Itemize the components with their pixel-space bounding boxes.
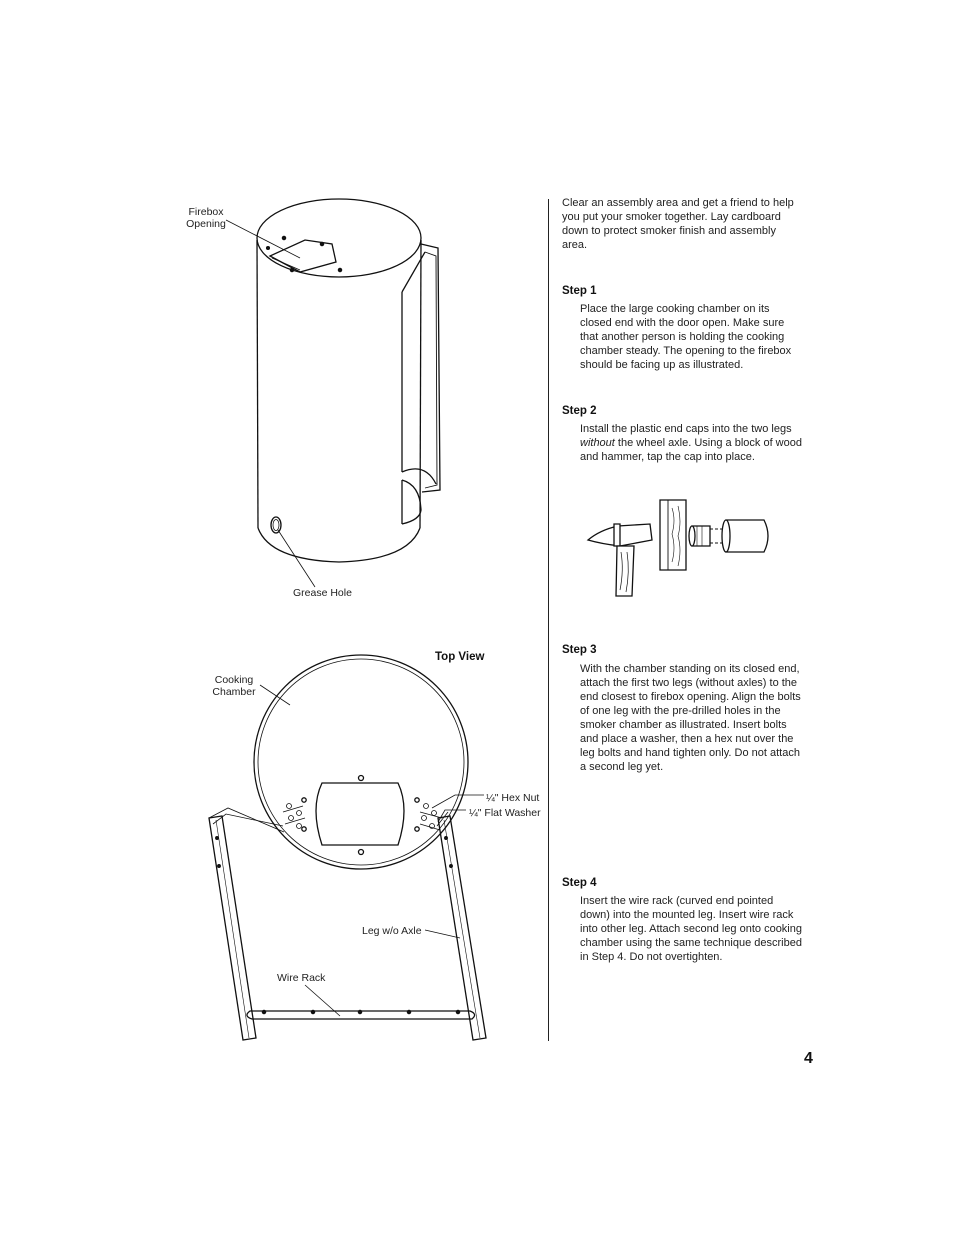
hex-nut-label: ¼" Hex Nut — [486, 792, 540, 804]
step-2-title: Step 2 — [562, 405, 597, 417]
step-3-text: With the chamber standing on its closed end, attach the first two legs (without axles) to the end closest to firebox opening. Align the bolts of one leg with the pre-drilled holes in the smoker chamber as illustrated. Insert bolts and place a washer, then a hex nut over the leg bolts and hand tighten only. Do not attach a second leg yet. — [580, 663, 801, 773]
step-1-text: Place the large cooking chamber on its closed end with the door open. Make sure that another person is holding the cooking chamber steady. The opening to the firebox should be facing up as illustrated. — [580, 303, 792, 371]
step-2-text-italic: without — [580, 437, 615, 449]
step-4-text: Insert the wire rack (curved end pointed down) into the mounted leg. Insert wire rack into other leg. Attach second leg onto cooking chamber using the same technique described in Step 4. Do not overtighten. — [580, 895, 802, 963]
flat-washer-label: ¼" Flat Washer — [469, 807, 541, 819]
step-1-title: Step 1 — [562, 285, 597, 297]
page-number: 4 — [804, 1050, 813, 1067]
step-3-title: Step 3 — [562, 644, 597, 656]
cooking-chamber-label-line2: Chamber — [212, 686, 256, 698]
top-view-heading: Top View — [435, 651, 485, 663]
leg-wo-axle-label: Leg w/o Axle — [362, 925, 422, 937]
step-2-text-before: Install the plastic end caps into the two legs — [580, 423, 792, 435]
firebox-label-line1: Firebox — [188, 206, 224, 218]
firebox-label-line2: Opening — [186, 218, 226, 230]
intro-paragraph: Clear an assembly area and get a friend to help you put your smoker together. Lay cardboard down to protect smoker finish and assembly area. — [562, 197, 794, 251]
grease-hole-label: Grease Hole — [293, 587, 352, 599]
step-2-text-after: the wheel axle. Using a block of wood and hammer, tap the cap into place. — [580, 437, 802, 463]
cooking-chamber-label-line1: Cooking — [214, 674, 254, 686]
step-4-title: Step 4 — [562, 877, 597, 889]
wire-rack-label: Wire Rack — [277, 972, 326, 984]
